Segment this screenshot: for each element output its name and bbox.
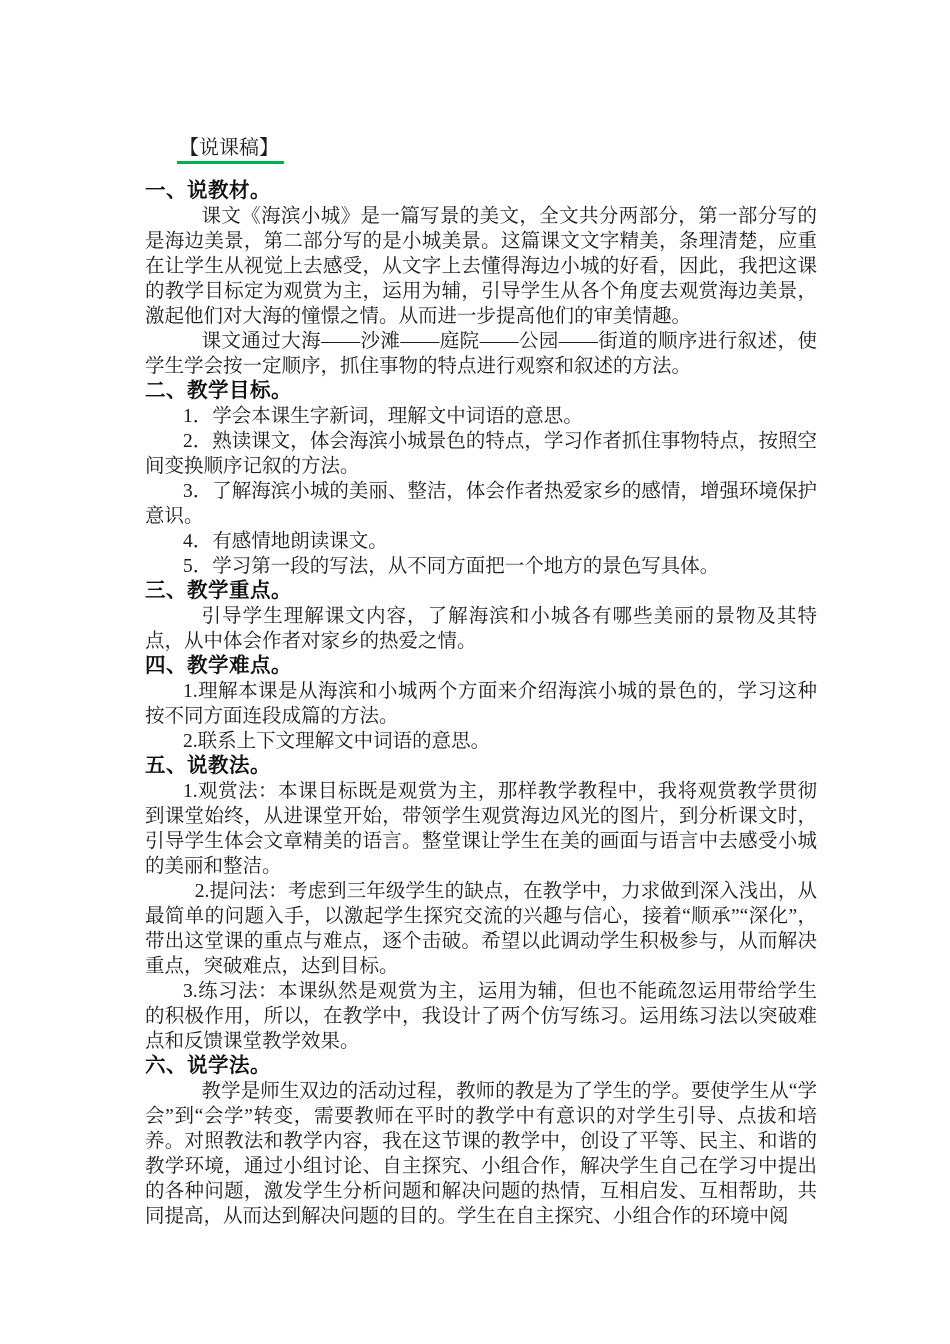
paragraph: 课文通过大海——沙滩——庭院——公园——街道的顺序进行叙述，使学生学会按一定顺序，抓住事物的特点进行观察和叙述的方法。 bbox=[145, 331, 817, 377]
paragraph: 课文《海滨小城》是一篇写景的美文，全文共分两部分，第一部分写的是海边美景，第二部分写的是小城美景。这篇课文文字精美，条理清楚，应重在让学生从视觉上去感受，从文字上去懂得海边小城的好看，因此，我把这课的教学目标定为观赏为主，运用为辅，引导学生从各个角度去观赏海边美景，激起他们对大海的憧憬之情。从而进一步提高他们的审美情趣。 bbox=[145, 206, 817, 327]
list-item: 2．熟读课文，体会海滨小城景色的特点，学习作者抓住事物特点，按照空间变换顺序记叙的方法。 bbox=[145, 431, 817, 477]
section-heading-jiaoxue-zhongdian: 三、教学重点。 bbox=[145, 580, 292, 602]
list-item: 1．学会本课生字新词，理解文中词语的意思。 bbox=[183, 406, 583, 427]
list-item: 5．学习第一段的写法，从不同方面把一个地方的景色写具体。 bbox=[183, 556, 720, 577]
list-item: 1.理解本课是从海滨和小城两个方面来介绍海滨小城的景色的，学习这种按不同方面连段成篇的方法。 bbox=[145, 681, 817, 727]
section-heading-shuo-jiaofa: 五、说教法。 bbox=[145, 755, 271, 777]
paragraph: 教学是师生双边的活动过程，教师的教是为了学生的学。要使学生从“学会”到“会学”转变，需要教师在平时的教学中有意识的对学生引导、点拔和培养。对照教法和教学内容，我在这节课的教学中，创设了平等、民主、和谐的教学环境，通过小组讨论、自主探究、小组合作，解决学生自己在学习中提出的各种问题，激发学生分析问题和解决问题的热情，互相启发、互相帮助，共同提高，从而达到解决问题的目的。学生在自主探究、小组合作的环境中阅 bbox=[145, 1081, 817, 1227]
document-title-row bbox=[145, 136, 817, 164]
list-item: 4．有感情地朗读课文。 bbox=[183, 531, 388, 552]
document-title: 【说课稿】 bbox=[177, 136, 284, 164]
list-item: 1.观赏法：本课目标既是观赏为主，那样教学教程中，我将观赏教学贯彻到课堂始终，从进课堂开始，带领学生观赏海边风光的图片，到分析课文时，引导学生体会文章精美的语言。整堂课让学生在美的画面与语言中去感受小城的美丽和整洁。 bbox=[145, 781, 817, 877]
section-heading-jiaoxue-mubiao: 二、教学目标。 bbox=[145, 380, 292, 402]
list-item: 2.提问法：考虑到三年级学生的缺点，在教学中，力求做到深入浅出，从最简单的问题入手，以激起学生探究交流的兴趣与信心，接着“顺承”“深化”，带出这堂课的重点与难点，逐个击破。希望以此调动学生积极参与，从而解决重点，突破难点，达到目标。 bbox=[145, 881, 817, 977]
section-heading-shuo-xuefa: 六、说学法。 bbox=[145, 1055, 271, 1077]
list-item: 3.练习法：本课纵然是观赏为主，运用为辅，但也不能疏忽运用带给学生的积极作用，所以，在教学中，我设计了两个仿写练习。运用练习法以突破难点和反馈课堂教学效果。 bbox=[145, 981, 817, 1052]
list-item: 3．了解海滨小城的美丽、整洁，体会作者热爱家乡的感情，增强环境保护意识。 bbox=[145, 481, 817, 527]
section-heading-shuo-jiaocai: 一、说教材。 bbox=[145, 180, 271, 202]
section-heading-jiaoxue-nandian: 四、教学难点。 bbox=[145, 655, 292, 677]
list-item: 2.联系上下文理解文中词语的意思。 bbox=[183, 731, 491, 752]
paragraph: 引导学生理解课文内容，了解海滨和小城各有哪些美丽的景物及其特点，从中体会作者对家乡的热爱之情。 bbox=[145, 606, 817, 652]
